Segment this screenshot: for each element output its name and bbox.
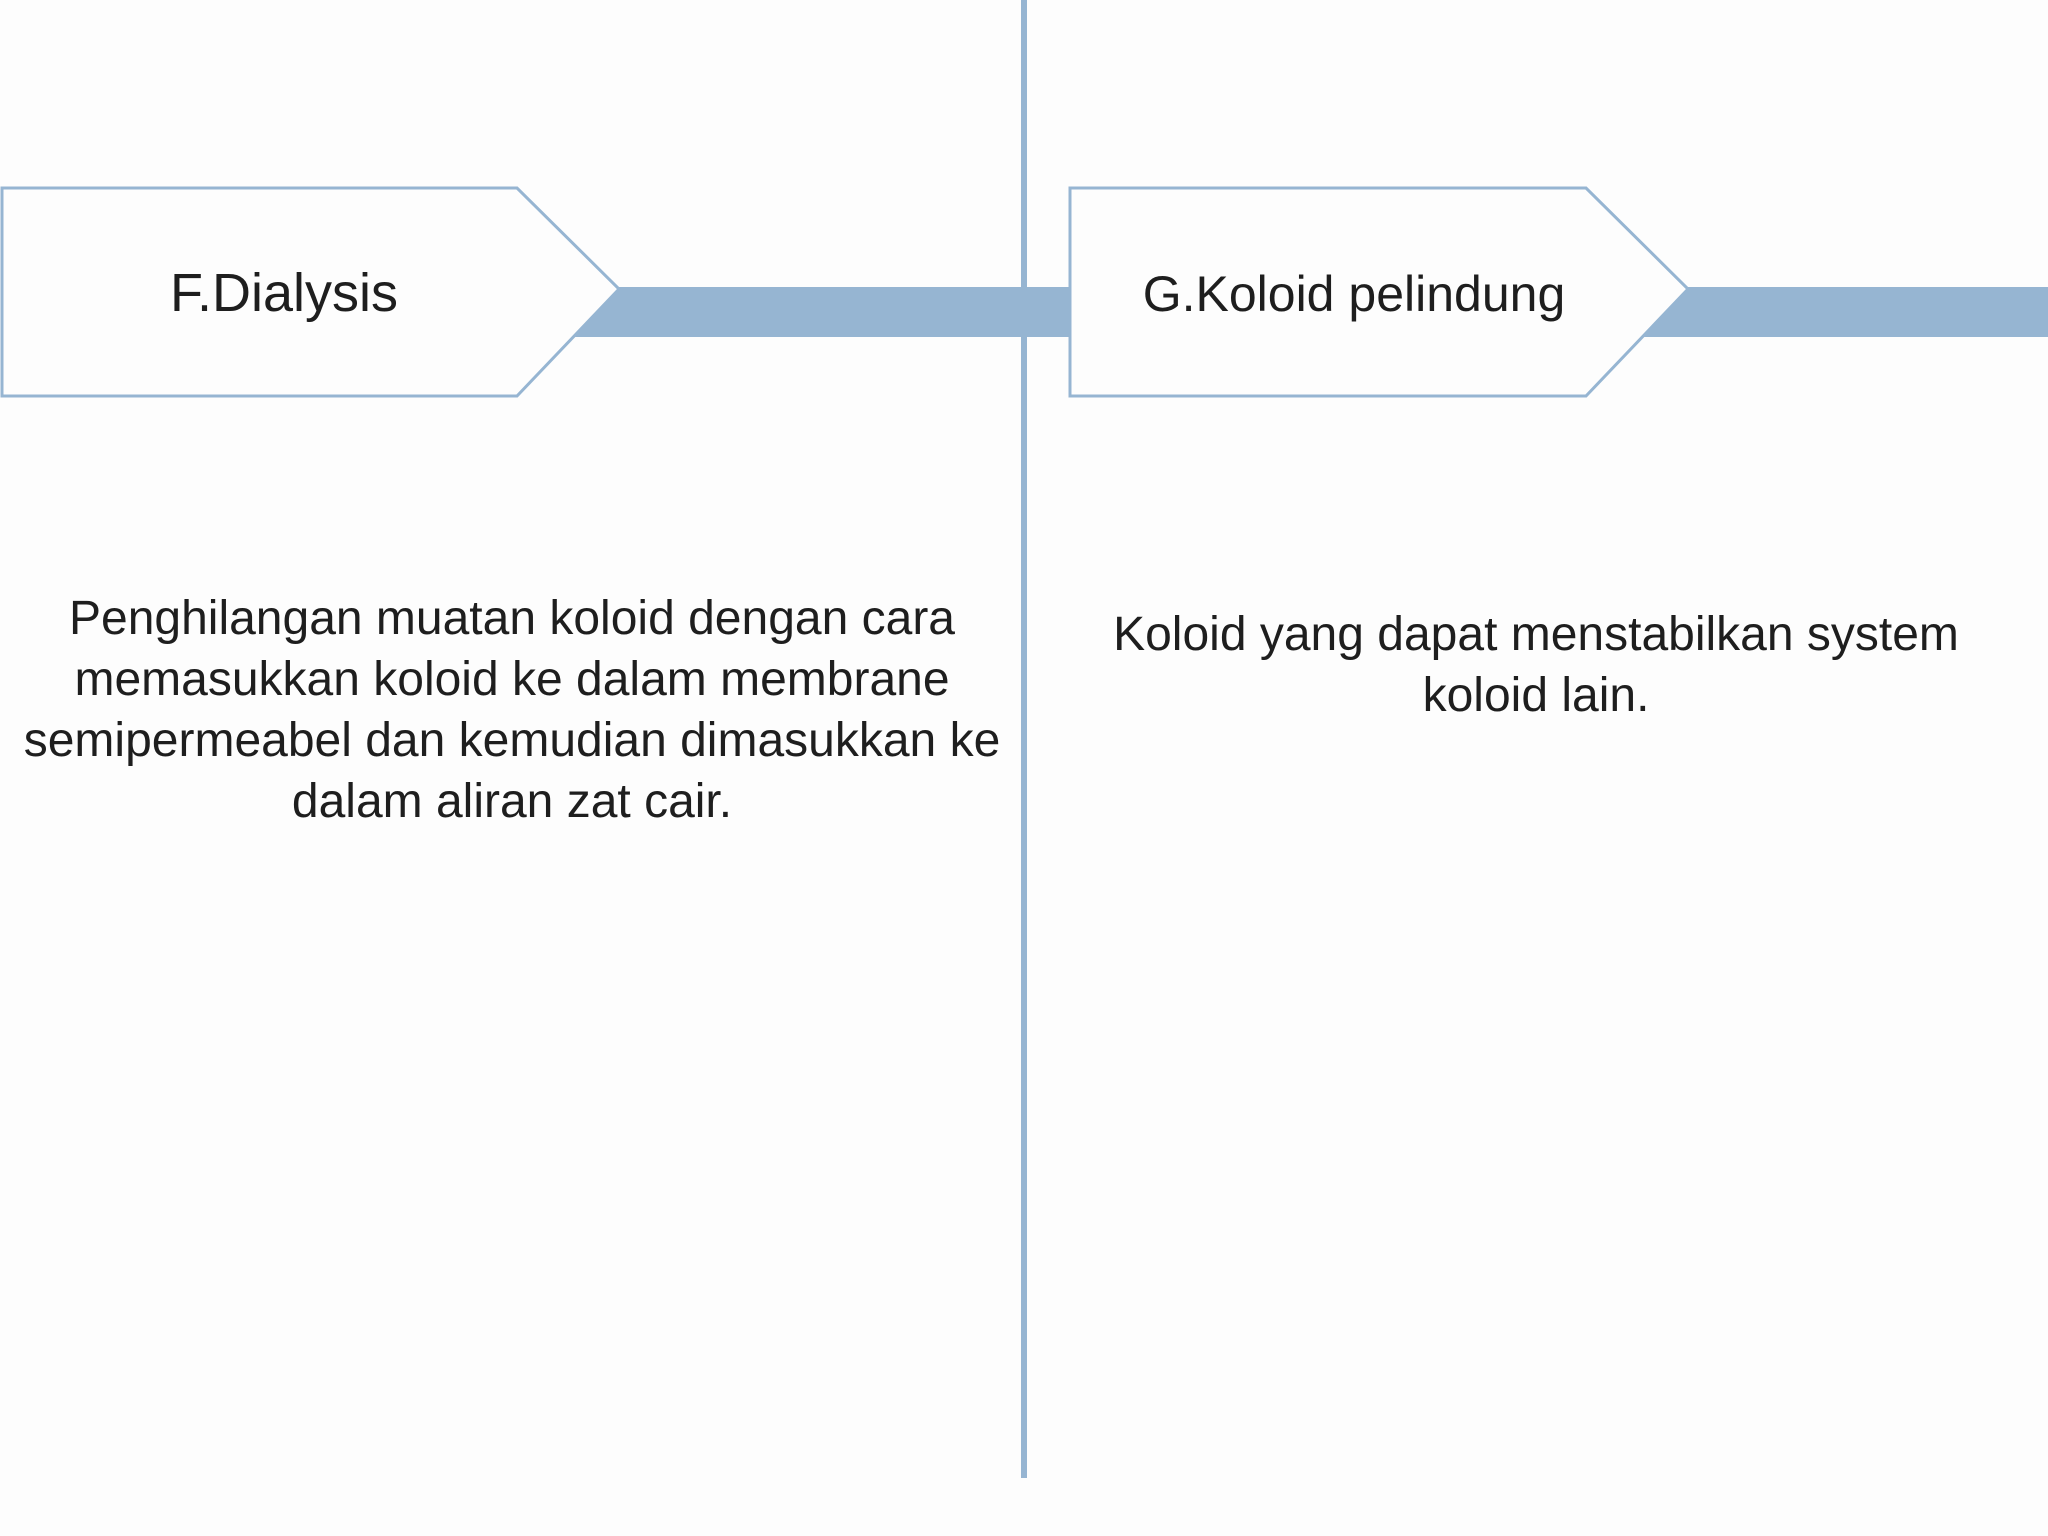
section-description-dialysis: Penghilangan muatan koloid dengan cara memasukkan koloid ke dalam membrane semipermeabel dan kemudian dimasukkan ke dalam aliran zat cair. [23, 592, 1001, 828]
section-heading-koloid-pelindung: G.Koloid pelindung [1142, 266, 1566, 322]
section-heading-dialysis: F.Dialysis [169, 263, 399, 323]
section-description-koloid-pelindung: Koloid yang dapat menstabilkan system koloid lain. [1113, 608, 1959, 722]
